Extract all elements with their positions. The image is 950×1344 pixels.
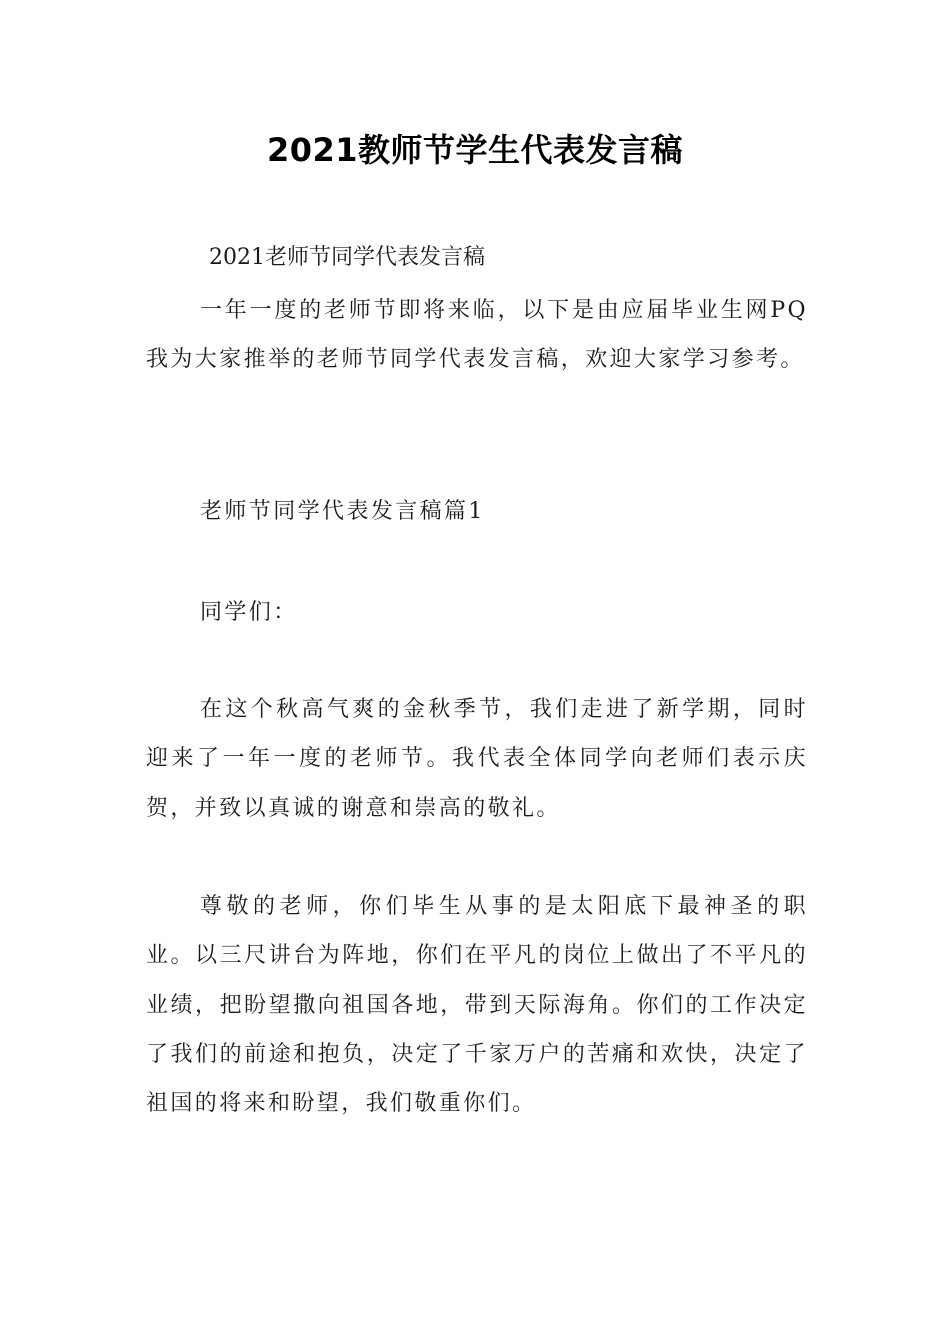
salutation-paragraph: 同学们：	[200, 600, 298, 625]
body-paragraph-1: 在这个秋高气爽的金秋季节，我们走进了新学期，同时迎来了一年一度的老师节。我代表全体同学向老师们表示庆贺，并致以真诚的谢意和崇高的敬礼。	[146, 697, 808, 821]
document-subtitle: 2021老师节同学代表发言稿	[209, 245, 485, 270]
document-title: 2021教师节学生代表发言稿	[266, 131, 684, 169]
body-paragraph-2: 尊敬的老师，你们毕生从事的是太阳底下最神圣的职业。以三尺讲台为阵地，你们在平凡的岗位上做出了不平凡的业绩，把盼望撒向祖国各地，带到天际海角。你们的工作决定了我们的前途和抱负，决定了千家万户的苦痛和欢快，决定了祖国的将来和盼望，我们敬重你们。	[146, 894, 808, 1117]
section-heading: 老师节同学代表发言稿篇1	[200, 499, 485, 524]
intro-paragraph: 一年一度的老师节即将来临，以下是由应届毕业生网PQ我为大家推举的老师节同学代表发言稿，欢迎大家学习参考。	[146, 298, 808, 373]
